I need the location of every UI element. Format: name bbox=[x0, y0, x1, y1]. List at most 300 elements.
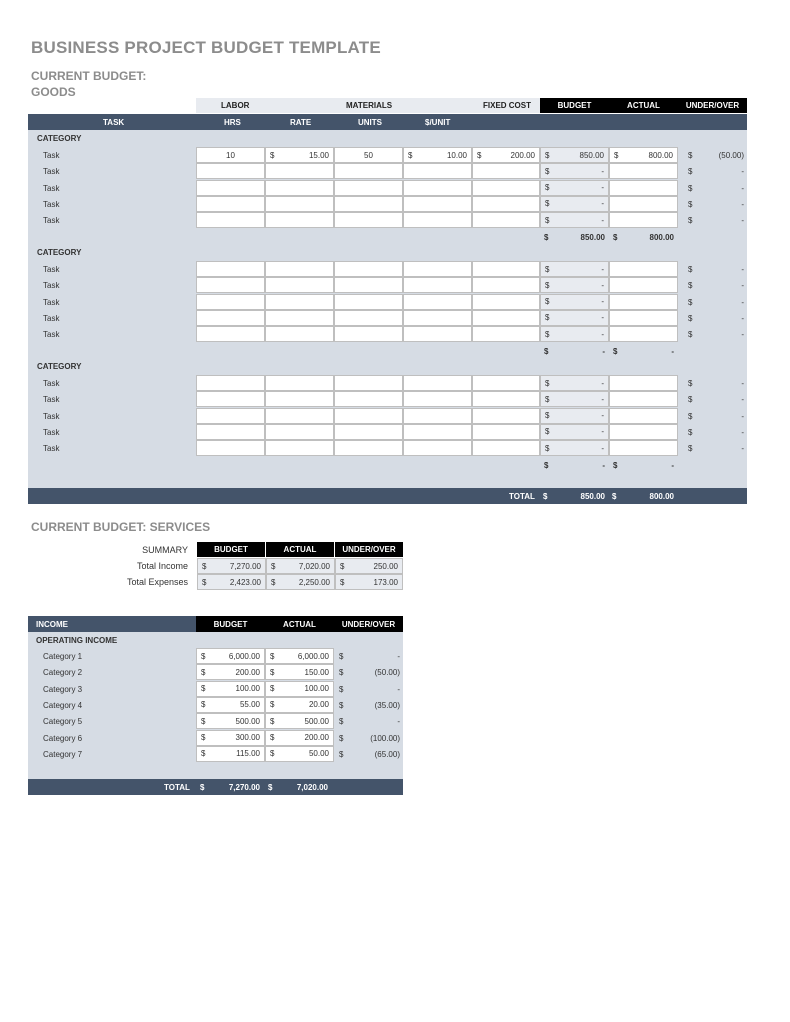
under-over-cell bbox=[688, 379, 744, 388]
goods-total-budget: 850.00 bbox=[580, 492, 605, 501]
currency-symbol: $ bbox=[545, 215, 550, 225]
income-actual-input[interactable] bbox=[265, 697, 334, 713]
currency-symbol: $ bbox=[201, 716, 206, 726]
income-budget-input-value: 100.00 bbox=[235, 684, 260, 694]
income-under-over-value: - bbox=[397, 652, 400, 661]
actual-input[interactable] bbox=[609, 391, 678, 407]
summary-budget-header: BUDGET bbox=[197, 542, 265, 557]
services-heading: CURRENT BUDGET: SERVICES bbox=[31, 520, 211, 534]
per-unit-input[interactable] bbox=[403, 261, 472, 277]
actual-input[interactable] bbox=[609, 180, 678, 196]
summary-under-over-header: UNDER/OVER bbox=[335, 542, 403, 557]
task-label: Task bbox=[43, 151, 60, 160]
income-budget-input[interactable] bbox=[196, 746, 265, 762]
hrs-input[interactable] bbox=[196, 196, 265, 212]
goods-total-label: TOTAL bbox=[509, 492, 535, 501]
rate-input[interactable] bbox=[265, 196, 334, 212]
units-input[interactable] bbox=[334, 212, 403, 228]
page-title: BUSINESS PROJECT BUDGET TEMPLATE bbox=[31, 38, 381, 57]
hrs-input[interactable] bbox=[196, 261, 265, 277]
budget-cell-value: - bbox=[601, 166, 604, 176]
income-under-over-value: (65.00) bbox=[374, 749, 400, 759]
rate-input[interactable] bbox=[265, 391, 334, 407]
task-label: Task bbox=[43, 411, 60, 421]
income-actual-input[interactable] bbox=[265, 648, 334, 664]
per-unit-input[interactable] bbox=[403, 440, 472, 456]
actual-input[interactable] bbox=[609, 196, 678, 212]
currency-symbol: $ bbox=[544, 460, 549, 470]
actual-input-value: 800.00 bbox=[648, 150, 673, 160]
summary-under-over bbox=[335, 574, 403, 590]
category-label: CATEGORY bbox=[37, 134, 82, 143]
income-budget-input[interactable] bbox=[196, 697, 265, 713]
income-under-over-header: UNDER/OVER bbox=[334, 616, 403, 632]
income-total-budget: 7,270.00 bbox=[228, 783, 260, 792]
fixed-cost-input[interactable] bbox=[472, 212, 540, 228]
currency-symbol: $ bbox=[544, 346, 549, 356]
currency-symbol: $ bbox=[688, 444, 693, 454]
budget-cell-value: - bbox=[601, 378, 604, 388]
actual-input[interactable] bbox=[609, 147, 678, 163]
income-under-over bbox=[339, 734, 400, 743]
hrs-input[interactable] bbox=[196, 277, 265, 293]
currency-symbol: $ bbox=[545, 329, 550, 339]
currency-symbol: $ bbox=[688, 265, 693, 274]
actual-input[interactable] bbox=[609, 375, 678, 391]
currency-symbol: $ bbox=[340, 561, 345, 571]
currency-symbol: $ bbox=[545, 264, 550, 274]
currency-symbol: $ bbox=[201, 684, 206, 694]
budget-cell-value: - bbox=[601, 411, 604, 421]
summary-actual-value: 7,020.00 bbox=[298, 561, 330, 571]
fixed-cost-input[interactable] bbox=[472, 326, 540, 342]
actual-input[interactable] bbox=[609, 408, 678, 424]
per-unit-input[interactable] bbox=[403, 196, 472, 212]
task-label: Task bbox=[43, 330, 60, 340]
units-input[interactable] bbox=[334, 375, 403, 391]
task-label: Task bbox=[43, 297, 60, 307]
income-actual-header: ACTUAL bbox=[265, 616, 334, 632]
rate-input[interactable] bbox=[265, 440, 334, 456]
fixed-cost-input[interactable] bbox=[472, 310, 540, 326]
units-input[interactable] bbox=[334, 294, 403, 310]
currency-symbol: $ bbox=[545, 183, 550, 193]
currency-symbol: $ bbox=[339, 668, 344, 678]
goods-heading-2: GOODS bbox=[31, 85, 76, 99]
per-unit-input[interactable] bbox=[403, 408, 472, 424]
budget-cell-value: - bbox=[601, 264, 604, 274]
summary-actual bbox=[266, 574, 335, 590]
column-header-bar bbox=[28, 114, 747, 130]
income-budget-input[interactable] bbox=[196, 664, 265, 680]
per-unit-input[interactable] bbox=[403, 375, 472, 391]
per-unit-input[interactable] bbox=[403, 277, 472, 293]
fixed-cost-input[interactable] bbox=[472, 294, 540, 310]
actual-input[interactable] bbox=[609, 212, 678, 228]
rate-input[interactable] bbox=[265, 294, 334, 310]
task-label: Task bbox=[43, 167, 60, 177]
currency-symbol: $ bbox=[545, 313, 550, 323]
summary-actual-header: ACTUAL bbox=[266, 542, 334, 557]
rate-input[interactable] bbox=[265, 310, 334, 326]
currency-symbol: $ bbox=[270, 716, 275, 726]
budget-cell bbox=[540, 408, 609, 424]
per-unit-input[interactable] bbox=[403, 294, 472, 310]
rate-input[interactable] bbox=[265, 261, 334, 277]
income-category-label: Category 3 bbox=[43, 684, 83, 694]
fixed-cost-input[interactable] bbox=[472, 180, 540, 196]
operating-income-label: OPERATING INCOME bbox=[36, 636, 118, 645]
income-category-label: Category 4 bbox=[43, 700, 83, 710]
summary-under-over bbox=[335, 558, 403, 574]
hrs-input[interactable] bbox=[196, 408, 265, 424]
income-budget-input[interactable] bbox=[196, 713, 265, 729]
income-under-over-value: (50.00) bbox=[374, 668, 400, 678]
budget-cell-value: - bbox=[601, 215, 604, 225]
task-label: Task bbox=[43, 199, 60, 209]
income-header: INCOME bbox=[36, 620, 68, 629]
income-category-label: Category 6 bbox=[43, 733, 83, 743]
budget-cell bbox=[540, 163, 609, 179]
fixed-cost-input[interactable] bbox=[472, 375, 540, 391]
task-label: Task bbox=[43, 395, 60, 405]
budget-cell bbox=[540, 277, 609, 293]
rate-input[interactable] bbox=[265, 163, 334, 179]
income-under-over-value: - bbox=[397, 717, 400, 727]
income-actual-input-value: 100.00 bbox=[304, 684, 329, 694]
actual-input[interactable] bbox=[609, 424, 678, 440]
under-over-value: - bbox=[741, 313, 744, 323]
under-over-cell bbox=[688, 281, 744, 290]
fixed-cost-header: FIXED COST bbox=[483, 101, 532, 110]
currency-symbol: $ bbox=[613, 460, 618, 470]
rate-input[interactable] bbox=[265, 375, 334, 391]
income-under-over bbox=[339, 701, 400, 710]
hrs-input[interactable] bbox=[196, 310, 265, 326]
income-actual-input[interactable] bbox=[265, 713, 334, 729]
currency-symbol: $ bbox=[270, 749, 275, 759]
income-category-label: Category 1 bbox=[43, 652, 83, 661]
rate-input[interactable] bbox=[265, 424, 334, 440]
subtotal-budget-value: - bbox=[602, 346, 605, 356]
fixed-cost-input[interactable] bbox=[472, 163, 540, 179]
budget-cell bbox=[540, 212, 609, 228]
labor-header: LABOR bbox=[221, 101, 250, 110]
budget-cell bbox=[540, 391, 609, 407]
budget-cell-value: - bbox=[601, 443, 604, 453]
rate-input[interactable] bbox=[265, 180, 334, 196]
budget-cell-value: - bbox=[601, 280, 604, 290]
rate-input[interactable] bbox=[265, 408, 334, 424]
income-budget-input-value: 6,000.00 bbox=[228, 651, 260, 661]
fixed-cost-input[interactable] bbox=[472, 277, 540, 293]
income-under-over bbox=[339, 717, 400, 726]
currency-symbol: $ bbox=[688, 297, 693, 307]
rate-input[interactable] bbox=[265, 326, 334, 342]
income-category-label: Category 5 bbox=[43, 717, 83, 727]
income-actual-input-value: 6,000.00 bbox=[297, 651, 329, 661]
currency-symbol: $ bbox=[612, 492, 617, 501]
task-label: Task bbox=[43, 313, 60, 323]
income-budget-input-value: 300.00 bbox=[235, 733, 260, 742]
summary-budget-value: 2,423.00 bbox=[229, 577, 261, 587]
under-over-cell bbox=[688, 298, 744, 307]
currency-symbol: $ bbox=[271, 577, 276, 587]
income-budget-input-value: 500.00 bbox=[235, 716, 260, 726]
hrs-input[interactable]: 10 bbox=[196, 147, 265, 163]
hrs-col-header: HRS bbox=[224, 118, 241, 127]
hrs-input[interactable] bbox=[196, 212, 265, 228]
currency-symbol: $ bbox=[202, 577, 207, 587]
under-over-value: - bbox=[741, 183, 744, 193]
income-under-over-value: - bbox=[397, 684, 400, 694]
currency-symbol: $ bbox=[688, 395, 693, 405]
fixed-cost-input[interactable] bbox=[472, 196, 540, 212]
currency-symbol: $ bbox=[477, 150, 482, 160]
currency-symbol: $ bbox=[688, 379, 693, 388]
per-unit-input[interactable] bbox=[403, 310, 472, 326]
currency-symbol: $ bbox=[270, 684, 275, 694]
income-budget-input[interactable] bbox=[196, 648, 265, 664]
subtotal-budget-value: - bbox=[602, 460, 605, 470]
currency-symbol: $ bbox=[339, 700, 344, 710]
under-over-value: - bbox=[741, 199, 744, 209]
income-actual-input[interactable] bbox=[265, 664, 334, 680]
currency-symbol: $ bbox=[339, 717, 344, 727]
budget-cell bbox=[540, 310, 609, 326]
currency-symbol: $ bbox=[688, 151, 693, 160]
under-over-cell bbox=[688, 184, 744, 193]
currency-symbol: $ bbox=[688, 427, 693, 437]
currency-symbol: $ bbox=[545, 394, 550, 404]
budget-cell-value: - bbox=[601, 183, 604, 193]
hrs-input[interactable] bbox=[196, 424, 265, 440]
subtotal-actual-value: 800.00 bbox=[649, 232, 674, 242]
income-total-label: TOTAL bbox=[164, 783, 190, 792]
income-under-over bbox=[339, 668, 400, 677]
group-header-band bbox=[196, 98, 540, 113]
currency-symbol: $ bbox=[202, 561, 207, 571]
currency-symbol: $ bbox=[268, 783, 273, 792]
actual-input[interactable] bbox=[609, 163, 678, 179]
units-input[interactable] bbox=[334, 163, 403, 179]
income-budget-input-value: 200.00 bbox=[235, 667, 260, 677]
units-input[interactable]: 50 bbox=[334, 147, 403, 163]
rate-input[interactable] bbox=[265, 147, 334, 163]
currency-symbol: $ bbox=[270, 651, 275, 661]
rate-input-value: 15.00 bbox=[308, 150, 329, 160]
per-unit-input[interactable] bbox=[403, 163, 472, 179]
hrs-input[interactable] bbox=[196, 294, 265, 310]
currency-symbol: $ bbox=[544, 232, 549, 242]
currency-symbol: $ bbox=[688, 199, 693, 209]
currency-symbol: $ bbox=[688, 313, 693, 323]
fixed-cost-input[interactable] bbox=[472, 261, 540, 277]
fixed-cost-input[interactable] bbox=[472, 440, 540, 456]
subtotal-budget-value: 850.00 bbox=[580, 232, 605, 242]
per-unit-input[interactable] bbox=[403, 212, 472, 228]
hrs-input[interactable] bbox=[196, 326, 265, 342]
actual-input[interactable] bbox=[609, 261, 678, 277]
income-total-actual: 7,020.00 bbox=[296, 783, 328, 792]
rate-input[interactable] bbox=[265, 277, 334, 293]
income-actual-input[interactable] bbox=[265, 730, 334, 746]
fixed-cost-input[interactable] bbox=[472, 408, 540, 424]
budget-cell-value: - bbox=[601, 297, 604, 307]
income-budget-header: BUDGET bbox=[196, 616, 265, 632]
income-under-over-value: (100.00) bbox=[370, 733, 400, 743]
currency-symbol: $ bbox=[688, 167, 693, 177]
per-unit-input[interactable] bbox=[403, 326, 472, 342]
under-over-value: - bbox=[741, 216, 744, 226]
budget-cell-value: 850.00 bbox=[579, 150, 604, 160]
summary-budget-value: 7,270.00 bbox=[229, 561, 261, 571]
under-over-cell bbox=[688, 216, 744, 225]
currency-symbol: $ bbox=[201, 749, 206, 759]
under-over-value: - bbox=[741, 395, 744, 405]
summary-under-over-value: 250.00 bbox=[373, 561, 398, 571]
actual-input[interactable] bbox=[609, 440, 678, 456]
under-over-value: - bbox=[741, 379, 744, 388]
goods-total-bar bbox=[28, 488, 747, 504]
budget-cell-value: - bbox=[601, 313, 604, 323]
per-unit-input[interactable] bbox=[403, 180, 472, 196]
currency-symbol: $ bbox=[545, 427, 550, 437]
income-budget-input[interactable] bbox=[196, 681, 265, 697]
fixed-cost-input[interactable] bbox=[472, 147, 540, 163]
task-label: Task bbox=[43, 183, 60, 193]
income-actual-input[interactable] bbox=[265, 746, 334, 762]
budget-header: BUDGET bbox=[540, 98, 609, 113]
currency-symbol: $ bbox=[545, 166, 550, 176]
actual-input[interactable] bbox=[609, 277, 678, 293]
materials-header: MATERIALS bbox=[346, 101, 393, 110]
currency-symbol: $ bbox=[201, 667, 206, 677]
per-unit-col-header: $/UNIT bbox=[425, 118, 451, 127]
fixed-cost-input-value: 200.00 bbox=[510, 150, 535, 160]
under-over-cell bbox=[688, 167, 744, 176]
currency-symbol: $ bbox=[201, 651, 206, 661]
income-under-over bbox=[339, 750, 400, 759]
task-col-header: TASK bbox=[103, 118, 125, 127]
income-actual-input-value: 200.00 bbox=[304, 733, 329, 742]
units-input[interactable] bbox=[334, 440, 403, 456]
units-input[interactable] bbox=[334, 196, 403, 212]
hrs-input[interactable] bbox=[196, 163, 265, 179]
currency-symbol: $ bbox=[614, 150, 619, 160]
subtotal-budget bbox=[544, 347, 605, 356]
currency-symbol: $ bbox=[408, 150, 413, 160]
currency-symbol: $ bbox=[201, 700, 206, 710]
budget-cell-value: - bbox=[601, 394, 604, 404]
currency-symbol: $ bbox=[339, 749, 344, 759]
rate-input[interactable] bbox=[265, 212, 334, 228]
summary-row-label: Total Expenses bbox=[126, 577, 188, 587]
income-budget-input[interactable] bbox=[196, 730, 265, 746]
budget-cell bbox=[540, 147, 609, 163]
actual-input[interactable] bbox=[609, 326, 678, 342]
goods-total-actual: 800.00 bbox=[649, 492, 674, 501]
currency-symbol: $ bbox=[688, 216, 693, 226]
income-category-label: Category 2 bbox=[43, 668, 83, 678]
under-over-cell bbox=[688, 412, 744, 421]
currency-symbol: $ bbox=[339, 684, 344, 694]
income-budget-input-value: 55.00 bbox=[239, 700, 260, 710]
units-input[interactable] bbox=[334, 261, 403, 277]
currency-symbol: $ bbox=[545, 199, 550, 209]
hrs-input[interactable] bbox=[196, 440, 265, 456]
income-actual-input[interactable] bbox=[265, 681, 334, 697]
income-category-label: Category 7 bbox=[43, 749, 83, 759]
under-over-value: - bbox=[741, 411, 744, 421]
actual-input[interactable] bbox=[609, 310, 678, 326]
currency-symbol: $ bbox=[613, 346, 618, 356]
summary-row-label: Total Income bbox=[136, 561, 188, 571]
income-budget-input-value: 115.00 bbox=[236, 749, 260, 759]
hrs-input[interactable] bbox=[196, 375, 265, 391]
budget-cell bbox=[540, 440, 609, 456]
units-input[interactable] bbox=[334, 391, 403, 407]
units-input[interactable] bbox=[334, 326, 403, 342]
income-actual-input-value: 50.00 bbox=[308, 749, 329, 759]
currency-symbol: $ bbox=[688, 183, 693, 193]
currency-symbol: $ bbox=[545, 411, 550, 421]
task-label: Task bbox=[43, 265, 60, 274]
currency-symbol: $ bbox=[339, 733, 344, 743]
goods-heading-1: CURRENT BUDGET: bbox=[31, 69, 147, 83]
under-over-cell bbox=[688, 265, 744, 274]
currency-symbol: $ bbox=[545, 443, 550, 453]
category-label: CATEGORY bbox=[37, 248, 82, 257]
subtotal-actual-value: - bbox=[671, 460, 674, 470]
subtotal-actual bbox=[613, 233, 674, 242]
units-input[interactable] bbox=[334, 408, 403, 424]
budget-cell bbox=[540, 424, 609, 440]
subtotal-actual bbox=[613, 347, 674, 356]
units-input[interactable] bbox=[334, 277, 403, 293]
currency-symbol: $ bbox=[688, 330, 693, 340]
income-under-over bbox=[339, 652, 400, 661]
under-over-value: (50.00) bbox=[718, 151, 744, 160]
currency-symbol: $ bbox=[543, 492, 548, 501]
units-input[interactable] bbox=[334, 310, 403, 326]
units-col-header: UNITS bbox=[358, 118, 382, 127]
budget-cell-value: - bbox=[601, 329, 604, 339]
per-unit-input[interactable] bbox=[403, 424, 472, 440]
budget-cell-value: - bbox=[601, 199, 604, 209]
budget-cell bbox=[540, 196, 609, 212]
per-unit-input[interactable] bbox=[403, 391, 472, 407]
under-over-value: - bbox=[741, 167, 744, 177]
subtotal-actual bbox=[613, 461, 674, 470]
under-over-value: - bbox=[741, 330, 744, 340]
actual-input[interactable] bbox=[609, 294, 678, 310]
currency-symbol: $ bbox=[270, 733, 275, 742]
hrs-input[interactable] bbox=[196, 391, 265, 407]
task-label: Task bbox=[43, 216, 60, 226]
currency-symbol: $ bbox=[270, 667, 275, 677]
income-under-over bbox=[339, 685, 400, 694]
per-unit-input[interactable] bbox=[403, 147, 472, 163]
budget-cell bbox=[540, 261, 609, 277]
fixed-cost-input[interactable] bbox=[472, 391, 540, 407]
fixed-cost-input[interactable] bbox=[472, 424, 540, 440]
units-input[interactable] bbox=[334, 180, 403, 196]
currency-symbol: $ bbox=[201, 733, 206, 742]
currency-symbol: $ bbox=[339, 652, 344, 661]
units-input[interactable] bbox=[334, 424, 403, 440]
hrs-input[interactable] bbox=[196, 180, 265, 196]
